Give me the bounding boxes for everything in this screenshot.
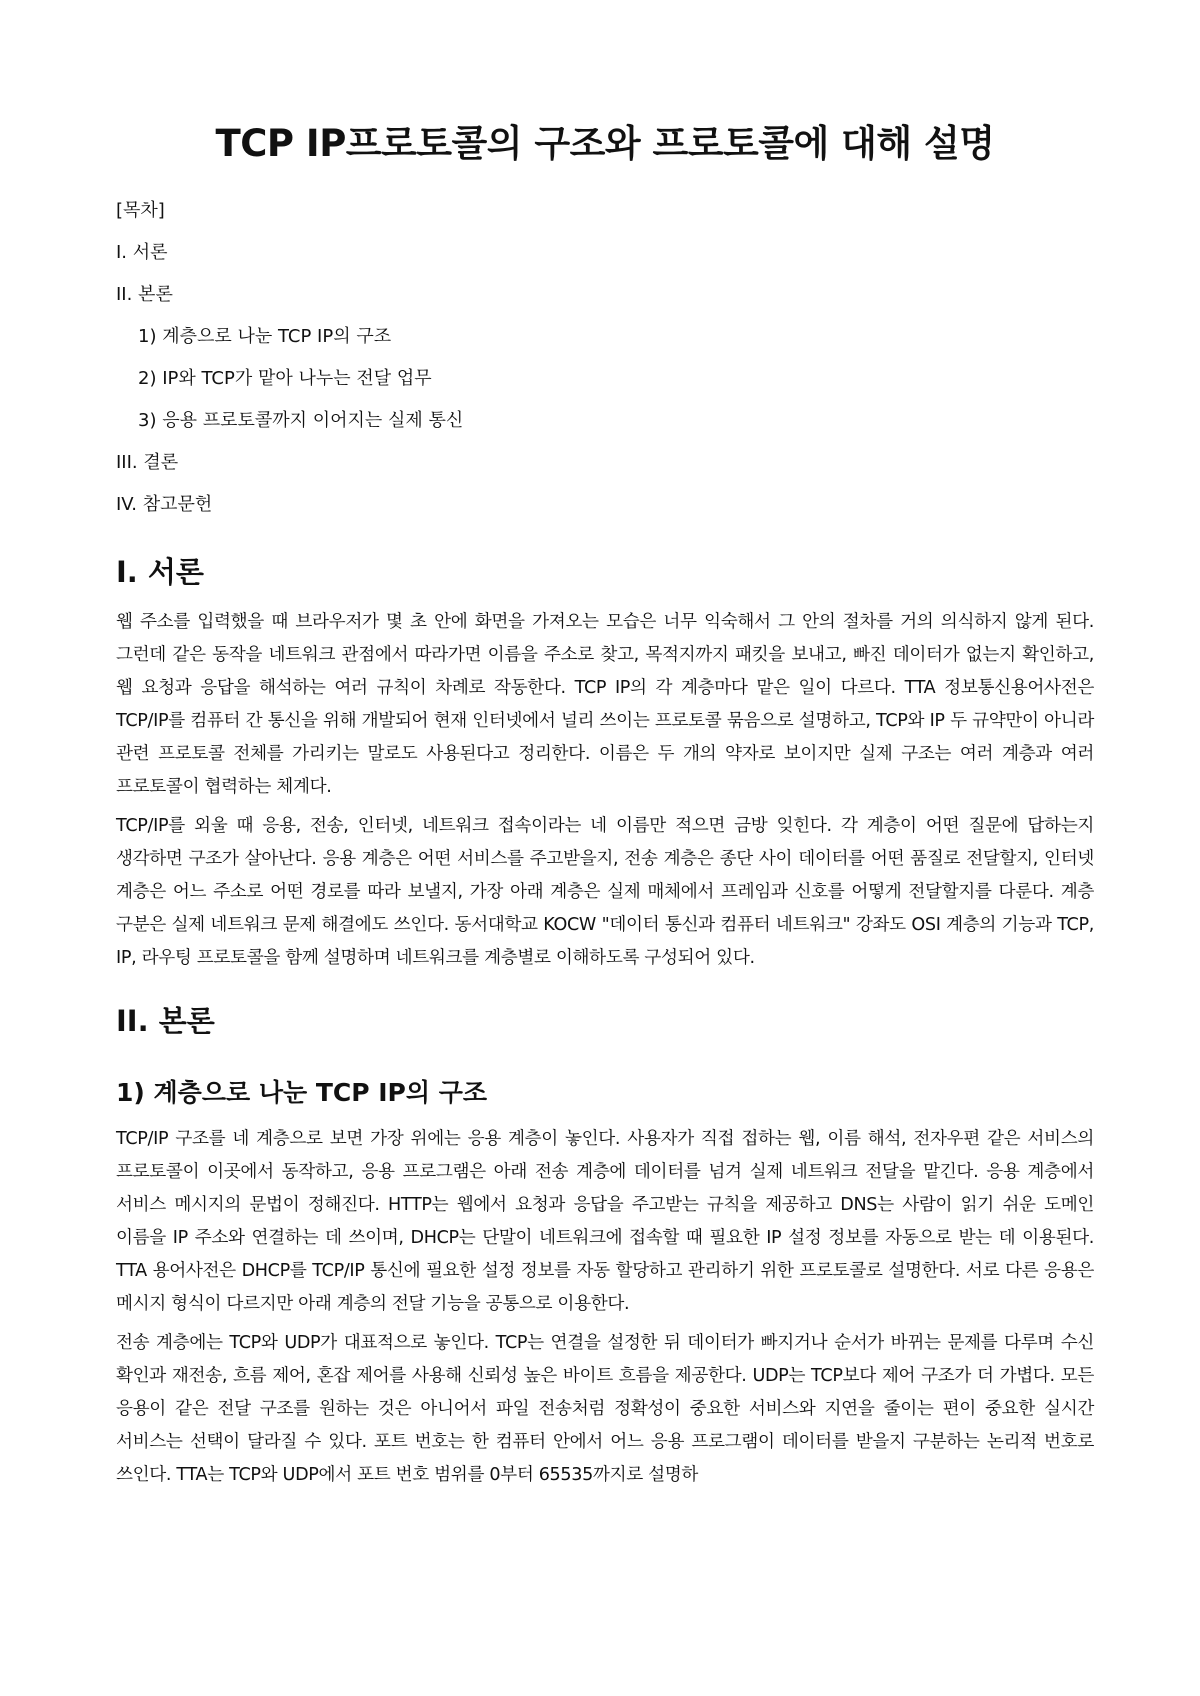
intro-paragraph-2: TCP/IP를 외울 때 응용, 전송, 인터넷, 네트워크 접속이라는 네 이름만 적으면 금방 잊힌다. 각 계층이 어떤 질문에 답하는지 생각하면 구조가 살아난다. 응용 계층은 어떤 서비스를 주고받을지, 전송 계층은 종단 사이 데이터를 어떤 품질로 전달할지, 인터넷 계층은 어느 주소로 어떤 경로를 따라 보낼지, 가장 아래 계층은 실제 매체에서 프레임과 신호를 어떻게 전달할지를 다룬다. 계층 구분은 실제 네트워크 문제 해결에도 쓰인다. 동서대학교 KOCW "데이터 통신과 컴퓨터 네트워크" 강좌도 OSI 계층의 기능과 TCP, IP, 라우팅 프로토콜을 함께 설명하며 네트워크를 계층별로 이해하도록 구성되어 있다. (116, 816, 1094, 968)
toc-item-body-1: 1) 계층으로 나눈 TCP IP의 구조 (138, 326, 392, 347)
table-of-contents (116, 190, 1094, 526)
toc-item-references: IV. 참고문헌 (116, 494, 213, 515)
body-heading: II. 본론 (116, 1004, 215, 1038)
toc-item-body-2: 2) IP와 TCP가 맡아 나누는 전달 업무 (138, 368, 432, 389)
intro-section (116, 552, 1094, 975)
document-title: TCP IP프로토콜의 구조와 프로토콜에 대해 설명 (215, 122, 995, 165)
intro-paragraph-1: 웹 주소를 입력했을 때 브라우저가 몇 초 안에 화면을 가져오는 모습은 너무 익숙해서 그 안의 절차를 거의 의식하지 않게 된다. 그런데 같은 동작을 네트워크 관점에서 따라가면 이름을 주소로 찾고, 목적지까지 패킷을 보내고, 빠진 데이터가 없는지 확인하고, 웹 요청과 응답을 해석하는 여러 규칙이 차례로 작동한다. TCP IP의 각 계층마다 맡은 일이 다르다. TTA 정보통신용어사전은 TCP/IP를 컴퓨터 간 통신을 위해 개발되어 현재 인터넷에서 널리 쓰이는 프로토콜 묶음으로 설명하고, TCP와 IP 두 규약만이 아니라 관련 프로토콜 전체를 가리키는 말로도 사용된다고 정리한다. 이름은 두 개의 약자로 보이지만 실제 구조는 여러 계층과 여러 프로토콜이 협력하는 체계다. (116, 612, 1094, 797)
toc-item-body-3: 3) 응용 프로토콜까지 이어지는 실제 통신 (138, 410, 464, 431)
body-1-paragraph-2: 전송 계층에는 TCP와 UDP가 대표적으로 놓인다. TCP는 연결을 설정한 뒤 데이터가 빠지거나 순서가 바뀌는 문제를 다루며 수신 확인과 재전송, 흐름 제어, 혼잡 제어를 사용해 신뢰성 높은 바이트 흐름을 제공한다. UDP는 TCP보다 제어 구조가 더 가볍다. 모든 응용이 같은 전달 구조를 원하는 것은 아니어서 파일 전송처럼 정확성이 중요한 서비스와 지연을 줄이는 편이 중요한 실시간 서비스는 선택이 달라질 수 있다. 포트 번호는 한 컴퓨터 안에서 어느 응용 프로그램이 데이터를 받을지 구분하는 논리적 번호로 쓰인다. TTA는 TCP와 UDP에서 포트 번호 범위를 0부터 65535까지로 설명하 (116, 1333, 1094, 1485)
body-subheading-1: 1) 계층으로 나눈 TCP IP의 구조 (116, 1078, 488, 1107)
toc-item-intro: I. 서론 (116, 242, 168, 263)
toc-item-conclusion: III. 결론 (116, 452, 179, 473)
body-1-paragraph-1: TCP/IP 구조를 네 계층으로 보면 가장 위에는 응용 계층이 놓인다. 사용자가 직접 접하는 웹, 이름 해석, 전자우편 같은 서비스의 프로토콜이 이곳에서 동작하고, 응용 프로그램은 아래 전송 계층에 데이터를 넘겨 실제 네트워크 전달을 맡긴다. 응용 계층에서 서비스 메시지의 문법이 정해진다. HTTP는 웹에서 요청과 응답을 주고받는 규칙을 제공하고 DNS는 사람이 읽기 쉬운 도메인 이름을 IP 주소와 연결하는 데 쓰이며, DHCP는 단말이 네트워크에 접속할 때 필요한 IP 설정 정보를 자동으로 받는 데 이용된다. TTA 용어사전은 DHCP를 TCP/IP 통신에 필요한 설정 정보를 자동 할당하고 관리하기 위한 프로토콜로 설명한다. 서로 다른 응용은 메시지 형식이 다르지만 아래 계층의 전달 기능을 공통으로 이용한다. (116, 1129, 1094, 1314)
toc-item-body: II. 본론 (116, 284, 173, 305)
intro-heading: I. 서론 (116, 555, 204, 589)
body-section (116, 1001, 1094, 1492)
toc-heading: [목차] (116, 200, 165, 221)
